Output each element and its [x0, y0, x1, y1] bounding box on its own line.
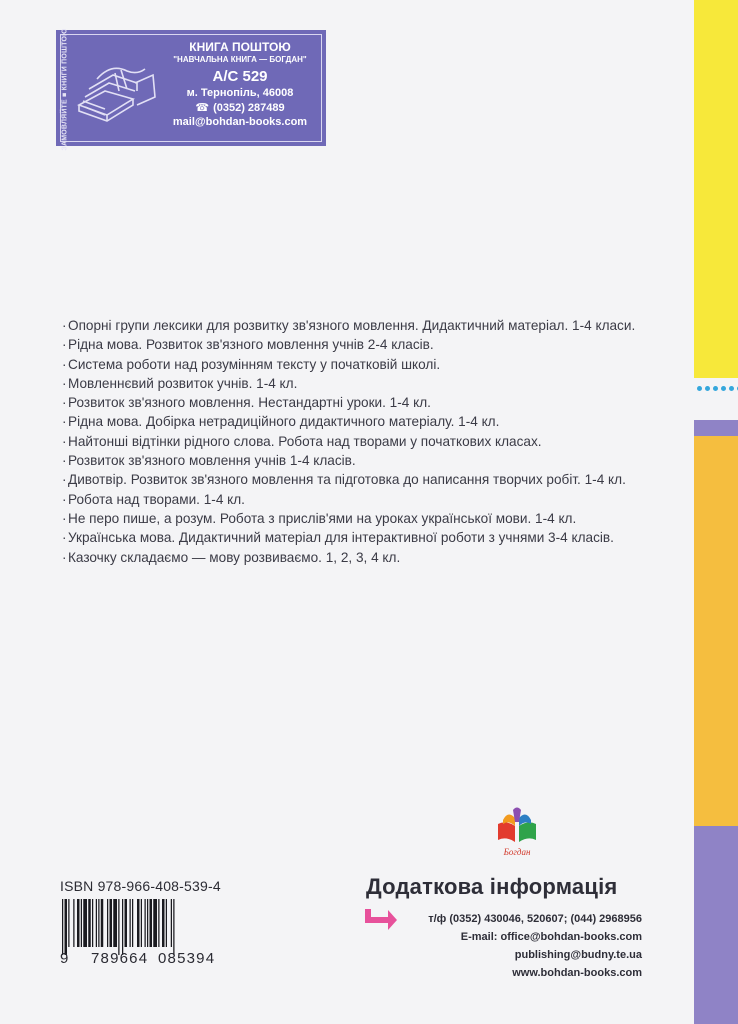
bullet-icon: · [62, 356, 67, 372]
mail-order-stamp [56, 27, 326, 151]
barcode-bar [107, 899, 108, 947]
barcode-bar [147, 899, 148, 947]
barcode-bar [162, 899, 165, 947]
stamp-phone: (0352) 287489 [213, 102, 285, 114]
barcode-bar [113, 899, 117, 947]
bohdan-logo-icon [494, 806, 540, 860]
bullet-icon: · [62, 395, 67, 411]
bullet-icon: · [62, 491, 67, 507]
barcode-digits-left: 789664 [91, 950, 149, 967]
bullet-icon: · [62, 549, 67, 565]
bullet-icon: · [62, 433, 67, 449]
title-text: Робота над творами. 1-4 кл. [68, 491, 245, 507]
stamp-border [60, 27, 322, 151]
title-item [62, 412, 635, 431]
contact-website: www.bohdan-books.com [512, 967, 642, 979]
barcode-bar [110, 899, 113, 947]
barcode-bar [125, 899, 128, 947]
barcode-digit-first: 9 [60, 950, 70, 967]
contact-email-2: publishing@budny.te.ua [514, 949, 642, 961]
additional-info-title: Додаткова інформація [366, 874, 618, 899]
bullet-icon: · [62, 337, 67, 353]
title-text: Українська мова. Дидактичний матеріал для інтерактивної роботи з учнями 3-4 класів. [68, 530, 614, 546]
edge-strip-yellow [694, 0, 738, 378]
barcode-bar [83, 899, 87, 947]
barcode-bar [73, 899, 74, 947]
barcode-bar [153, 899, 157, 947]
title-item [62, 393, 635, 412]
stamp-email: mail@bohdan-books.com [172, 116, 308, 128]
barcode-bar [141, 899, 142, 947]
edge-dots [697, 386, 738, 391]
edge-strip-gap [694, 378, 738, 420]
contact-email: E-mail: office@bohdan-books.com [460, 931, 642, 943]
title-item [62, 490, 635, 509]
contact-phone: т/ф (0352) 430046, 520607; (044) 2968956 [428, 913, 642, 925]
barcode-bar [137, 899, 140, 947]
bullet-icon: · [62, 510, 67, 526]
barcode-bar [77, 899, 80, 947]
bullet-icon: · [62, 472, 67, 488]
barcode-bar [122, 899, 123, 955]
title-text: Розвиток зв'язного мовлення учнів 1-4 класів. [68, 453, 356, 469]
edge-strip-orange [694, 436, 738, 826]
barcode-bar [171, 899, 172, 947]
bullet-icon: · [62, 375, 67, 391]
barcode-bar [158, 899, 159, 947]
barcode-bar [130, 899, 131, 947]
stamp-line-1: КНИГА ПОШТОЮ [189, 40, 291, 54]
title-text: Опорні групи лексики для розвитку зв'язного мовлення. Дидактичний матеріал. 1-4 класи. [68, 318, 636, 333]
barcode-bar [88, 899, 91, 947]
barcode [62, 899, 220, 955]
isbn-number: ISBN 978-966-408-539-4 [60, 878, 221, 894]
stamp-po-box: А/С 529 [212, 68, 268, 85]
title-text: Рідна мова. Розвиток зв'язного мовлення учнів 2-4 класів. [68, 337, 434, 353]
title-item [62, 509, 635, 528]
title-text: Рідна мова. Добірка нетрадиційного дидактичного матеріалу. 1-4 кл. [68, 414, 500, 430]
title-text: Дивотвір. Розвиток зв'язного мовлення та підготовка до написання творчих робіт. 1-4 кл. [68, 472, 626, 488]
barcode-digits-right: 085394 [158, 950, 216, 967]
stamp-side-text: ЗАМОВЛЯЙТЕ ■ КНИГИ ПОШТОЮ [61, 27, 69, 151]
barcode-bar [68, 899, 69, 947]
barcode-bar [81, 899, 82, 947]
title-item [62, 470, 635, 489]
barcode-bar [132, 899, 133, 947]
barcode-bar [98, 899, 99, 947]
logo-label: Богдан [503, 847, 531, 857]
title-text: Мовленнєвий розвиток учнів. 1-4 кл. [68, 375, 298, 391]
title-item [62, 335, 635, 354]
title-item [62, 355, 635, 374]
stamp-side-caption [57, 27, 73, 151]
books-icon [75, 61, 159, 127]
title-text: Не перо пише, а розум. Робота з прислів'ями на уроках української мови. 1-4 кл. [68, 510, 577, 526]
title-text: Система роботи над розумінням тексту у початковій школі. [68, 356, 441, 372]
title-item [62, 316, 635, 335]
title-item [62, 374, 635, 393]
contact-info [428, 910, 642, 982]
stamp-city: м. Тернопіль, 46008 [186, 87, 294, 99]
related-titles-list [62, 316, 635, 567]
barcode-bar [173, 899, 174, 955]
barcode-bar [101, 899, 104, 947]
title-item [62, 432, 635, 451]
title-item [62, 451, 635, 470]
barcode-bar [150, 899, 153, 947]
bullet-icon: · [62, 318, 67, 333]
barcode-bar [65, 899, 68, 955]
barcode-bar [92, 899, 93, 947]
title-text: Казочку складаємо — мову розвиваємо. 1, 2, 3, 4 кл. [68, 549, 401, 565]
bullet-icon: · [62, 453, 67, 469]
arrow-icon [362, 905, 400, 937]
title-text: Розвиток зв'язного мовлення. Нестандартні уроки. 1-4 кл. [68, 395, 431, 411]
stamp-phone-line [161, 101, 319, 114]
stamp-line-2: "НАВЧАЛЬНА КНИГА — БОГДАН" [173, 55, 307, 64]
title-item [62, 528, 635, 547]
edge-strip-purple-bottom [694, 826, 738, 1024]
edge-strip-purple-top [694, 420, 738, 436]
bullet-icon: · [62, 414, 67, 430]
barcode-bar [96, 899, 97, 947]
barcode-bar [145, 899, 146, 947]
title-item [62, 548, 635, 567]
barcode-bar [166, 899, 167, 947]
barcode-bar [118, 899, 119, 955]
phone-icon: ☎ [195, 102, 210, 114]
title-text: Найтонші відтінки рідного слова. Робота над творами у початкових класах. [68, 433, 542, 449]
bullet-icon: · [62, 530, 67, 546]
stamp-address [161, 40, 319, 128]
barcode-bar [62, 899, 63, 955]
